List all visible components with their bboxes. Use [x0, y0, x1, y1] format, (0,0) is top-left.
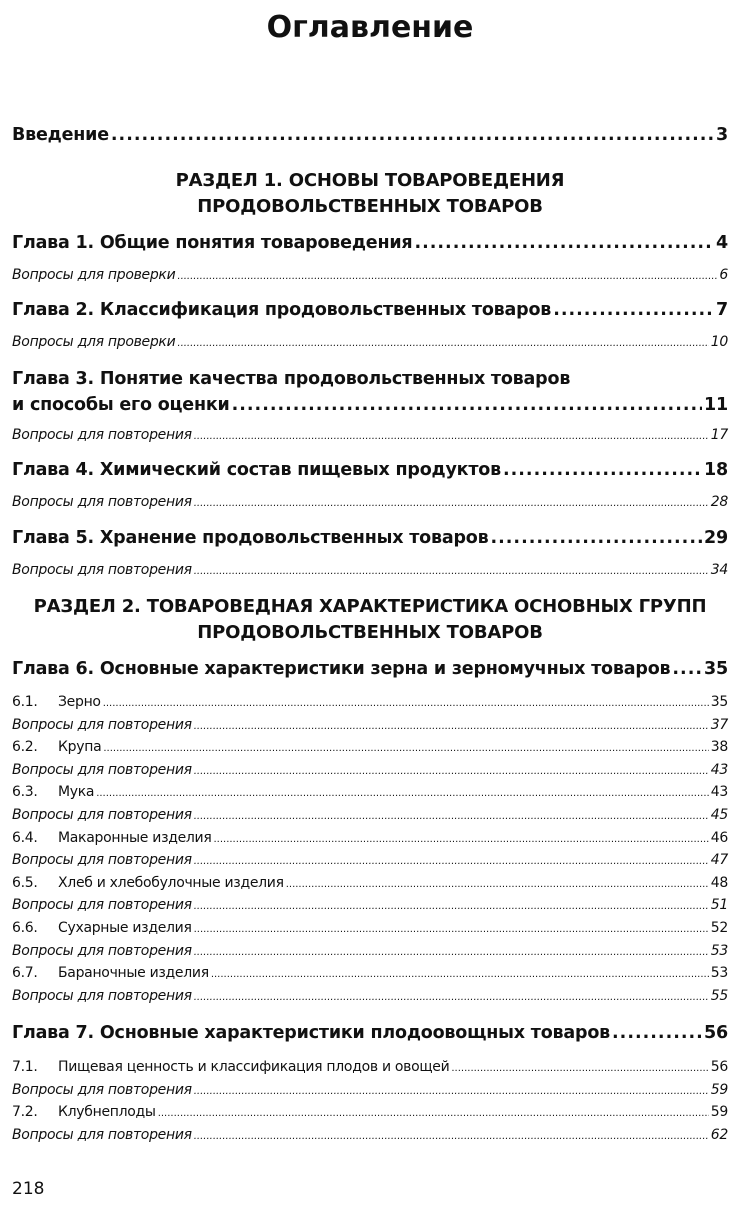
- toc-entry-page: 53: [710, 942, 728, 959]
- toc-subsection-entry: [12, 827, 728, 851]
- toc-entry-page: 47: [710, 852, 728, 869]
- dot-leader: [194, 1081, 709, 1103]
- toc-entry-page: 17: [710, 427, 728, 443]
- dot-leader: [194, 493, 709, 515]
- subsection-number: 7.2.: [12, 1104, 38, 1121]
- toc-entry-page: 45: [710, 807, 728, 823]
- toc-entry-label: Макаронные изделия: [58, 829, 212, 846]
- toc-entry-page: 43: [710, 761, 728, 778]
- toc-entry-questions: [12, 894, 728, 918]
- toc-entry-page: 18: [704, 460, 728, 480]
- toc-entry-chapter-2: [12, 298, 728, 322]
- section-heading-line: ПРОДОВОЛЬСТВЕННЫХ ТОВАРОВ: [197, 196, 543, 217]
- dot-leader: [612, 1021, 702, 1045]
- toc-entry-page: 62: [710, 1126, 728, 1143]
- toc-entry-label: Вопросы для повторения: [12, 1126, 192, 1143]
- toc-entry-questions: [12, 759, 728, 783]
- toc-entry-label: Клубнеплоды: [58, 1104, 156, 1121]
- toc-entry-chapter-5: [12, 526, 728, 550]
- toc-entry-intro: [12, 123, 728, 147]
- toc-entry-questions: [12, 264, 728, 288]
- page-title: Оглавление: [266, 10, 474, 45]
- dot-leader: [553, 298, 714, 322]
- toc-entry-label: Крупа: [58, 739, 102, 756]
- toc-entry-questions: [12, 940, 728, 964]
- toc-subsection-entry: [12, 691, 728, 715]
- toc-entry-page: 59: [710, 1081, 728, 1098]
- dot-leader: [194, 761, 709, 783]
- toc-entry-label: Глава 6. Основные характеристики зерна и зерномучных товаров: [12, 659, 671, 679]
- section-heading-1: [12, 168, 728, 220]
- toc-subsection-entry: [12, 917, 728, 941]
- toc-entry-chapter-3-line1: Глава 3. Понятие качества продовольственных товаров: [12, 369, 571, 389]
- toc-entry-label: Мука: [58, 784, 95, 801]
- subsection-number: 6.2.: [12, 739, 38, 756]
- toc-entry-page: 10: [710, 334, 728, 350]
- toc-entry-label: Введение: [12, 125, 109, 145]
- dot-leader: [103, 693, 709, 715]
- toc-entry-page: 52: [710, 920, 728, 936]
- subsection-number: 6.6.: [12, 920, 38, 936]
- toc-entry-label: Вопросы для повторения: [12, 427, 192, 443]
- toc-entry-page: 7: [716, 300, 728, 320]
- section-heading-line: РАЗДЕЛ 1. ОСНОВЫ ТОВАРОВЕДЕНИЯ: [175, 170, 565, 191]
- toc-entry-label: Вопросы для повторения: [12, 494, 192, 510]
- page-number: 218: [12, 1179, 45, 1199]
- dot-leader: [211, 964, 709, 986]
- toc-entry-page: 6: [719, 267, 728, 283]
- dot-leader: [177, 266, 717, 288]
- toc-entry-questions: [12, 424, 728, 448]
- dot-leader: [96, 783, 709, 805]
- section-heading-line: ПРОДОВОЛЬСТВЕННЫХ ТОВАРОВ: [197, 622, 543, 643]
- toc-entry-label: Вопросы для повторения: [12, 852, 192, 869]
- toc-entry-questions: [12, 804, 728, 828]
- toc-entry-page: 3: [716, 125, 728, 145]
- toc-entry-page: 37: [710, 716, 728, 733]
- toc-entry-questions: [12, 849, 728, 873]
- subsection-number: 6.7.: [12, 965, 38, 982]
- dot-leader: [414, 231, 714, 255]
- dot-leader: [194, 561, 709, 583]
- dot-leader: [194, 896, 709, 918]
- toc-entry-chapter-3: [12, 393, 728, 417]
- toc-entry-label: Вопросы для повторения: [12, 1081, 192, 1098]
- toc-entry-page: 53: [710, 965, 728, 982]
- toc-entry-chapter-6: [12, 657, 728, 681]
- section-heading-line: РАЗДЕЛ 2. ТОВАРОВЕДНАЯ ХАРАКТЕРИСТИКА ОСНОВНЫХ ГРУПП: [33, 596, 707, 617]
- toc-entry-page: 38: [710, 739, 728, 756]
- toc-entry-label: Вопросы для повторения: [12, 897, 192, 914]
- toc-entry-label: Вопросы для повторения: [12, 716, 192, 733]
- toc-entry-label: Глава 7. Основные характеристики плодоовощных товаров: [12, 1023, 611, 1043]
- toc-entry-page: 35: [710, 694, 728, 710]
- toc-entry-page: 51: [710, 897, 728, 914]
- dot-leader: [194, 426, 709, 448]
- toc-entry-label: Глава 4. Химический состав пищевых продуктов: [12, 460, 501, 480]
- toc-entry-label: Вопросы для повторения: [12, 987, 192, 1004]
- toc-subsection-entry: [12, 781, 728, 805]
- dot-leader: [194, 716, 709, 738]
- toc-entry-page: 43: [710, 784, 728, 801]
- dot-leader: [194, 942, 709, 964]
- toc-subsection-entry: [12, 1101, 728, 1125]
- toc-entry-page: 29: [704, 528, 728, 548]
- dot-leader: [194, 919, 709, 941]
- dot-leader: [177, 333, 708, 355]
- toc-subsection-entry: [12, 872, 728, 896]
- toc-entry-label: Пищевая ценность и классификация плодов и овощей: [58, 1059, 450, 1075]
- toc-entry-page: 48: [710, 874, 728, 891]
- toc-subsection-entry: [12, 962, 728, 986]
- toc-entry-page: 46: [710, 829, 728, 846]
- toc-entry-label: и способы его оценки: [12, 395, 230, 415]
- toc-entry-page: 28: [710, 494, 728, 510]
- toc-subsection-entry: [12, 1056, 728, 1080]
- toc-entry-label: Зерно: [58, 694, 101, 710]
- toc-entry-label: Хлеб и хлебобулочные изделия: [58, 874, 284, 891]
- toc-entry-label: Вопросы для повторения: [12, 942, 192, 959]
- dot-leader: [451, 1058, 708, 1080]
- toc-entry-label: Вопросы для проверки: [12, 334, 176, 350]
- toc-entry-questions: [12, 1079, 728, 1103]
- toc-entry-page: 55: [710, 987, 728, 1004]
- dot-leader: [103, 738, 708, 760]
- toc-entry-questions: [12, 1124, 728, 1148]
- toc-entry-page: 4: [716, 233, 728, 253]
- toc-subsection-entry: [12, 736, 728, 760]
- dot-leader: [286, 874, 709, 896]
- toc-entry-chapter-7: [12, 1021, 728, 1045]
- dot-leader: [194, 806, 709, 828]
- toc-entry-questions: [12, 491, 728, 515]
- toc-entry-questions: [12, 559, 728, 583]
- toc-entry-label: Вопросы для повторения: [12, 807, 192, 823]
- dot-leader: [490, 526, 702, 550]
- toc-entry-questions: [12, 985, 728, 1009]
- toc-entry-label: Глава 1. Общие понятия товароведения: [12, 233, 413, 253]
- toc-entry-label: Вопросы для повторения: [12, 761, 192, 778]
- dot-leader: [194, 1126, 709, 1148]
- dot-leader: [194, 851, 709, 873]
- toc-entry-page: 34: [710, 562, 728, 578]
- dot-leader: [158, 1103, 709, 1125]
- toc-entry-page: 11: [704, 395, 728, 415]
- dot-leader: [111, 123, 714, 147]
- toc-entry-page: 56: [710, 1059, 728, 1075]
- toc-entry-label: Глава 5. Хранение продовольственных товаров: [12, 528, 489, 548]
- toc-entry-label: Сухарные изделия: [58, 920, 192, 936]
- toc-entry-label: Вопросы для повторения: [12, 562, 192, 578]
- toc-entry-chapter-4: [12, 458, 728, 482]
- toc-entry-questions: [12, 714, 728, 738]
- toc-entry-page: 56: [704, 1023, 728, 1043]
- section-heading-2: [12, 594, 728, 646]
- dot-leader: [672, 657, 702, 681]
- toc-entry-label: Вопросы для проверки: [12, 267, 176, 283]
- toc-entry-label: Бараночные изделия: [58, 965, 209, 982]
- dot-leader: [194, 987, 709, 1009]
- toc-entry-page: 59: [710, 1104, 728, 1121]
- toc-entry-chapter-1: [12, 231, 728, 255]
- toc-entry-page: 35: [704, 659, 728, 679]
- subsection-number: 6.4.: [12, 829, 38, 846]
- toc-entry-label: Глава 2. Классификация продовольственных товаров: [12, 300, 552, 320]
- subsection-number: 6.5.: [12, 874, 38, 891]
- dot-leader: [503, 458, 702, 482]
- subsection-number: 6.3.: [12, 784, 38, 801]
- subsection-number: 6.1.: [12, 694, 38, 710]
- dot-leader: [232, 393, 702, 417]
- dot-leader: [213, 829, 708, 851]
- toc-entry-questions: [12, 331, 728, 355]
- subsection-number: 7.1.: [12, 1059, 38, 1075]
